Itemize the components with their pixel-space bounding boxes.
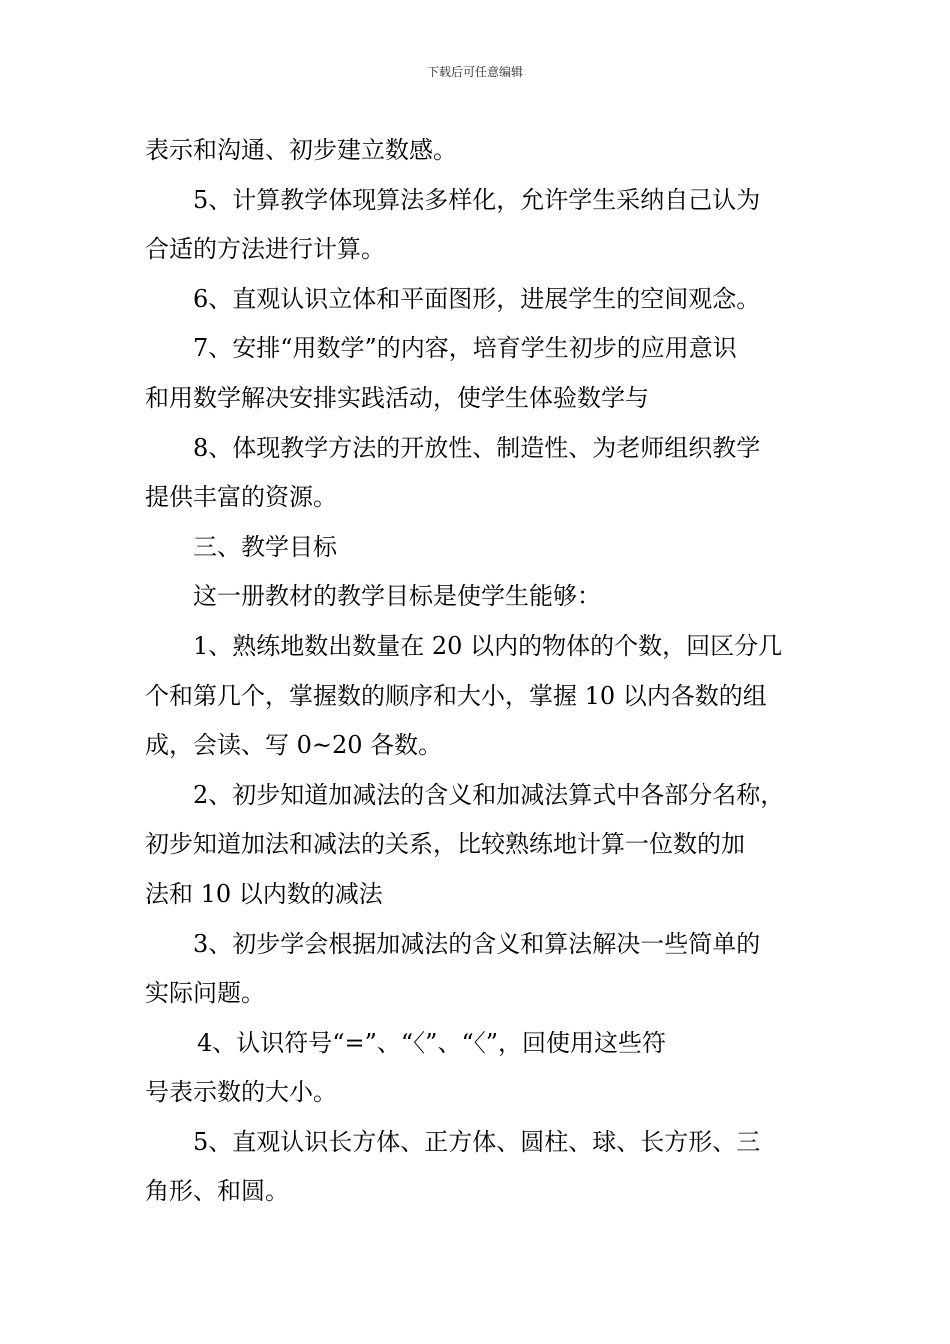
document-body [145,126,810,1217]
text-line: 法和 10 以内数的减法 [145,879,383,908]
list-item-line: 7、安排“用数学”的内容，培育学生初步的应用意识 [193,334,737,363]
intro-line: 这一册教材的教学目标是使学生能够： [193,582,601,611]
text-line: 角形、和圆。 [145,1177,289,1206]
text-line: 初步知道加法和减法的关系，比较熟练地计算一位数的加 [145,830,745,859]
list-item-line: 2、初步知道加减法的含义和加减法算式中各部分名称， [193,780,785,809]
text-line: 和用数学解决安排实践活动，使学生体验数学与 [145,383,649,412]
text-line: 个和第几个，掌握数的顺序和大小，掌握 10 以内各数的组 [145,681,767,710]
list-item-line: 1、熟练地数出数量在 20 以内的物体的个数，回区分几 [193,631,783,660]
text-line: 实际问题。 [145,979,265,1008]
page-header: 下载后可任意编辑 [426,65,523,79]
list-item-line: 3、初步学会根据加减法的含义和算法解决一些简单的 [193,929,761,958]
text-line: 提供丰富的资源。 [145,483,337,512]
section-heading: 三、教学目标 [193,532,337,561]
text-line: 合适的方法进行计算。 [145,235,385,264]
list-item-line: 5、直观认识长方体、正方体、圆柱、球、长方形、三 [193,1127,761,1156]
list-item-line: 4、认识符号“=”、“〈”、“〈”，回使用这些符 [197,1028,666,1057]
list-item-line: 6、直观认识立体和平面图形，进展学生的空间观念。 [193,284,761,313]
text-line: 号表示数的大小。 [145,1078,337,1107]
list-item-line: 8、体现教学方法的开放性、制造性、为老师组织教学 [193,433,761,462]
list-item-line: 5、计算教学体现算法多样化，允许学生采纳自己认为 [193,185,761,214]
text-line: 表示和沟通、初步建立数感。 [145,136,457,164]
text-line: 成，会读、写 0~20 各数。 [145,731,443,760]
